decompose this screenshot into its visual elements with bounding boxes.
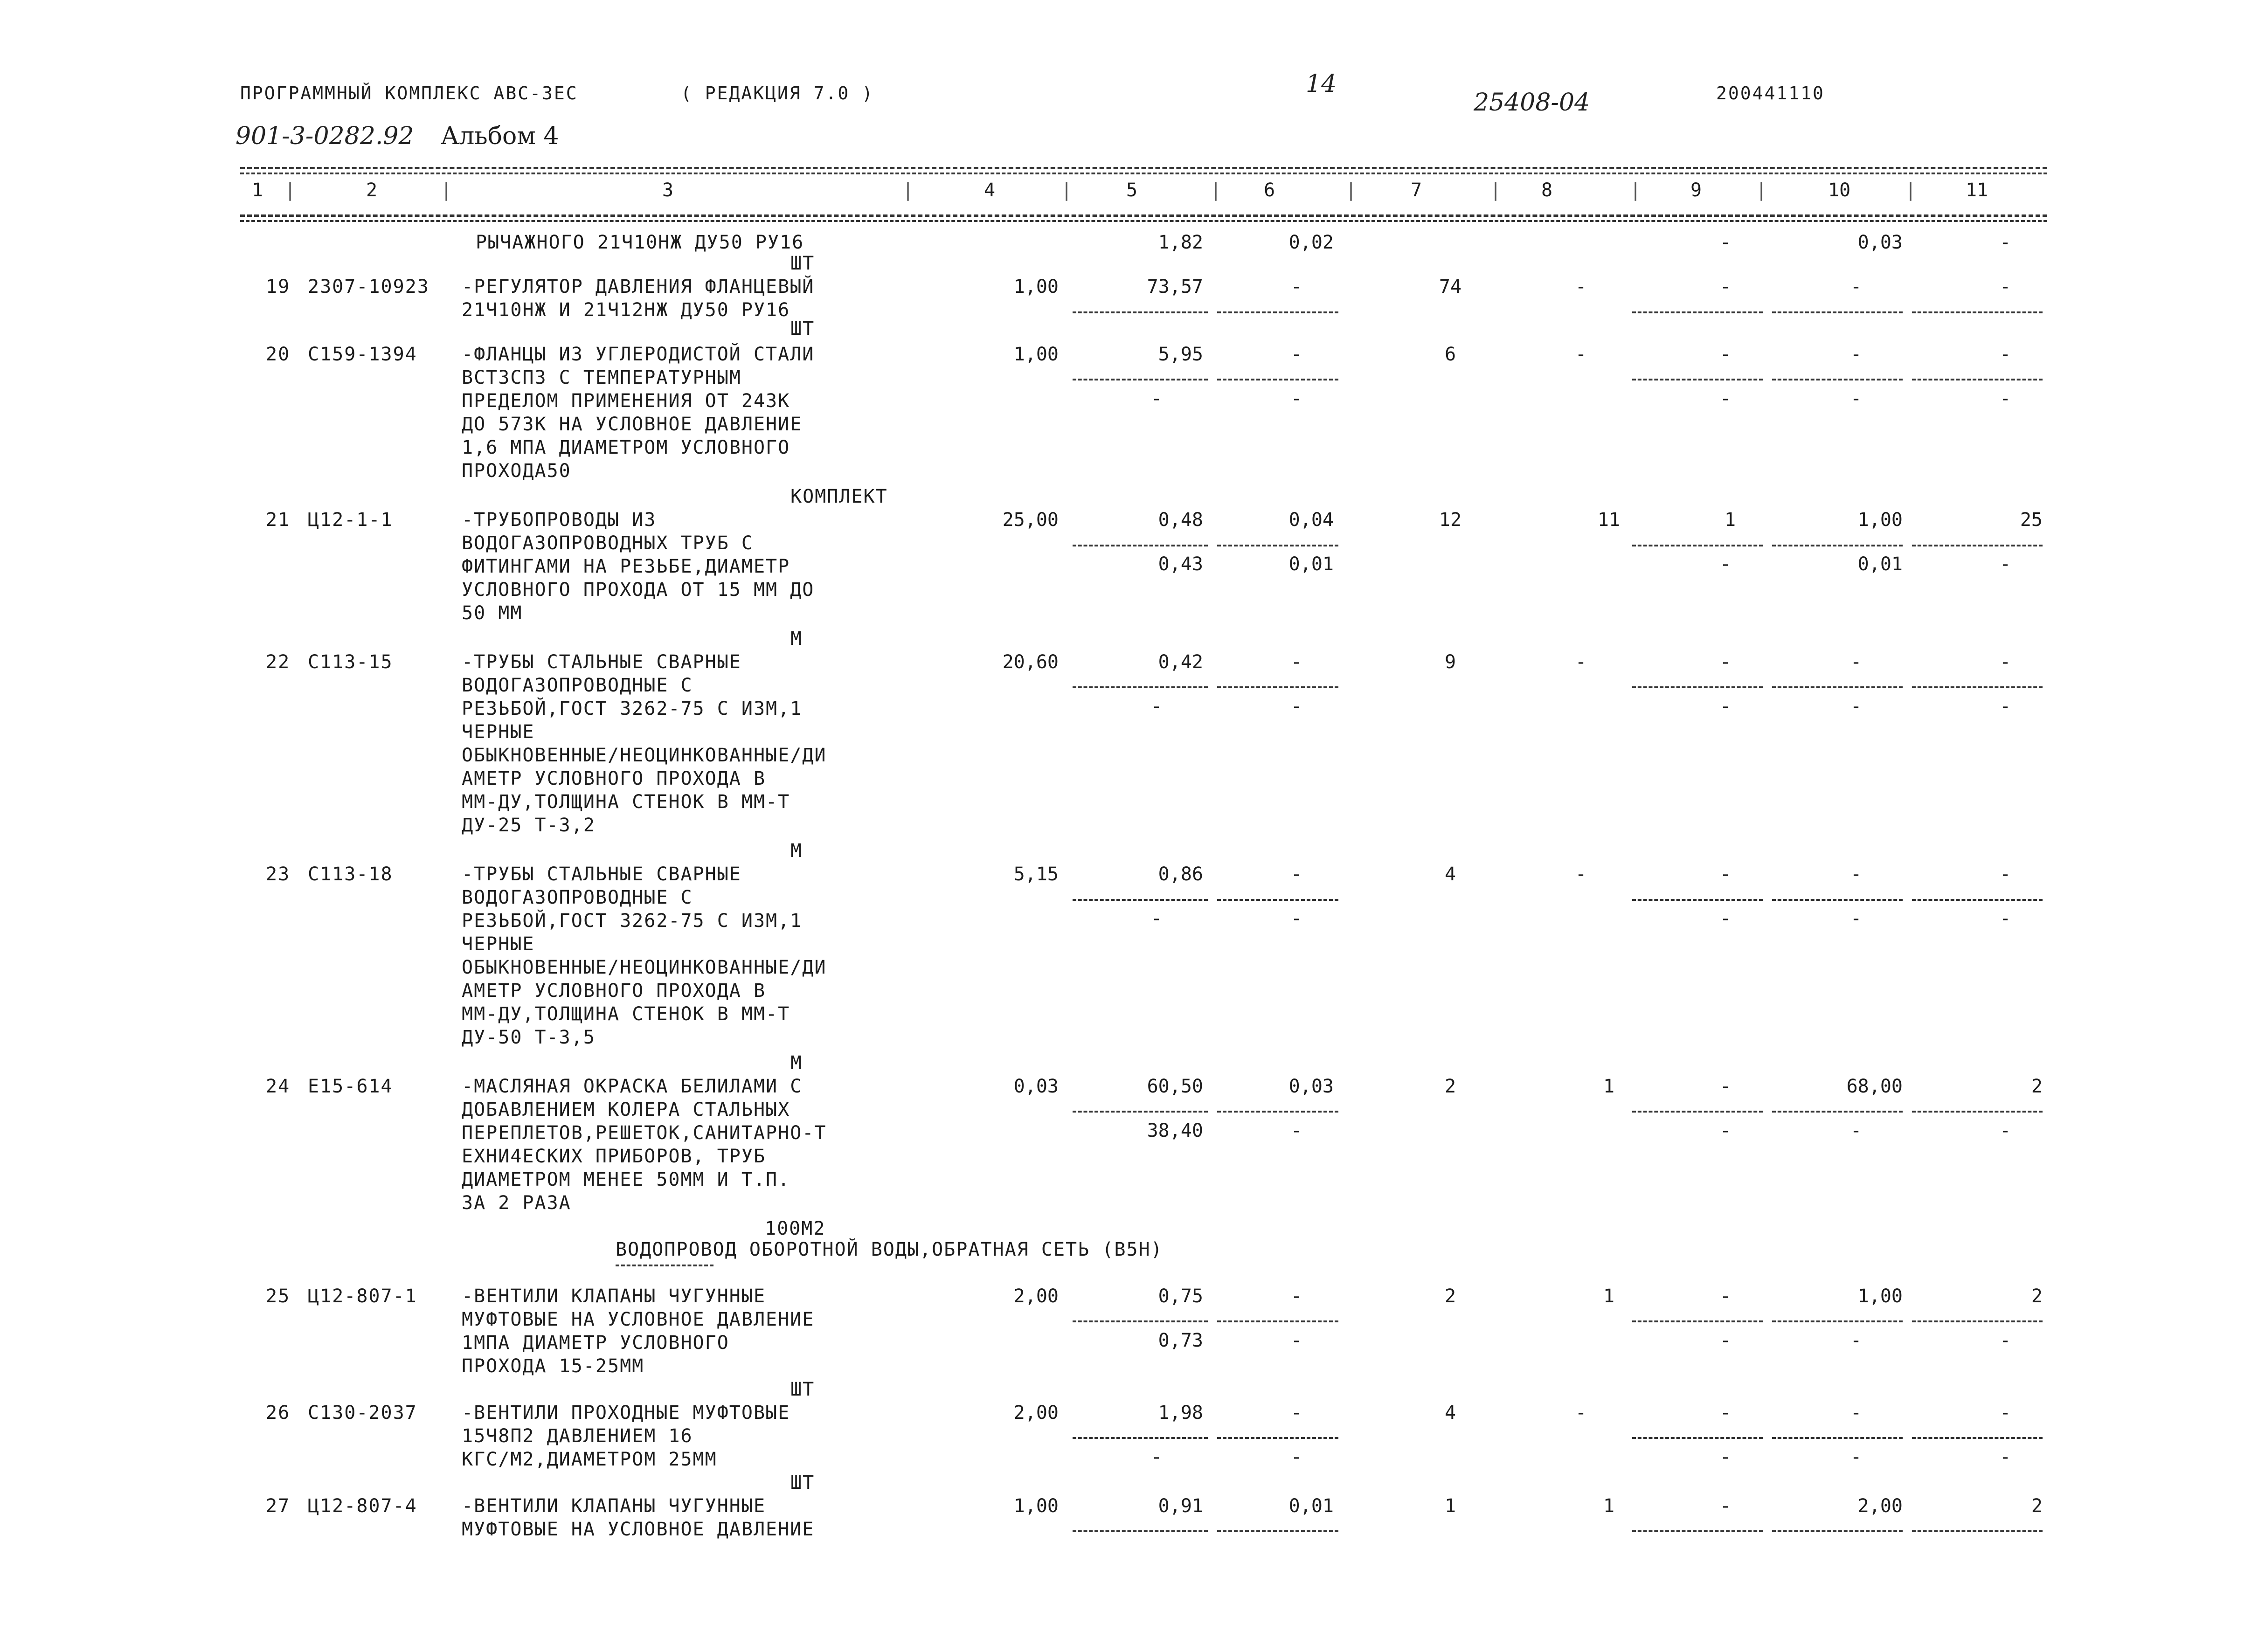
- row-24-col8: 1: [1603, 1076, 1615, 1097]
- document-code: 200441110: [1716, 83, 1825, 104]
- row-23-col6b: -: [1290, 908, 1302, 929]
- row-0-col10: 0,03: [1857, 232, 1903, 253]
- row-26-col9b: -: [1719, 1446, 1732, 1468]
- row-27-col5: 0,91: [1158, 1495, 1203, 1517]
- row-25-col11: 2: [2031, 1286, 2043, 1307]
- row-26-col8: -: [1575, 1402, 1587, 1424]
- row-25-col6b: -: [1290, 1330, 1302, 1351]
- row-26-col9: -: [1719, 1402, 1732, 1424]
- row-27-col7: 1: [1444, 1495, 1456, 1517]
- row-23-col10: -: [1850, 864, 1862, 885]
- row-21-num: 21: [266, 509, 291, 531]
- row-24-qty: 0,03: [1013, 1076, 1059, 1097]
- row-24-col11: 2: [2031, 1076, 2043, 1097]
- row-23-col9: -: [1719, 864, 1732, 885]
- column-11: 11: [1966, 180, 1988, 201]
- row-23-col5: 0,86: [1158, 864, 1203, 885]
- row-22-col11b: -: [1999, 696, 2011, 717]
- row-0-desc: РЫЧАЖНОГО 21Ч10НЖ ДУ50 РУ16: [476, 232, 804, 253]
- row-26-col10b: -: [1850, 1446, 1862, 1468]
- row-21-col5b: 0,43: [1158, 553, 1203, 575]
- row-22-col5b: -: [1150, 696, 1163, 717]
- row-20-col7: 6: [1444, 344, 1456, 365]
- row-26-col10: -: [1850, 1402, 1862, 1424]
- column-3: 3: [662, 180, 674, 201]
- row-19-col5: 73,57: [1147, 276, 1203, 297]
- row-23-unit: М: [790, 1052, 803, 1074]
- header-rule-top: [240, 167, 2047, 169]
- project-number: 901-3-0282.92: [235, 122, 414, 150]
- row-25-unit: ШТ: [790, 1379, 815, 1400]
- row-19-col7: 74: [1439, 276, 1462, 297]
- row-23-qty: 5,15: [1013, 864, 1059, 885]
- row-20-col9: -: [1719, 344, 1732, 365]
- row-24-col6: 0,03: [1288, 1076, 1334, 1097]
- row-23-num: 23: [266, 864, 291, 885]
- row-25-desc: -ВЕНТИЛИ КЛАПАНЫ ЧУГУННЫЕ МУФТОВЫЕ НА УСЛОВНОЕ ДАВЛЕНИЕ 1МПА ДИАМЕТР УСЛОВНОГО ПРОХОДА 15-25ММ: [462, 1286, 815, 1377]
- row-24-col7: 2: [1444, 1076, 1456, 1097]
- row-26-col7: 4: [1444, 1402, 1456, 1424]
- row-20-qty: 1,00: [1013, 344, 1059, 365]
- row-23-col11: -: [1999, 864, 2011, 885]
- row-25-col11b: -: [1999, 1330, 2011, 1351]
- row-21-col6b: 0,01: [1288, 553, 1334, 575]
- row-23-col5b: -: [1150, 908, 1163, 929]
- column-7: 7: [1411, 180, 1422, 201]
- column-9: 9: [1690, 180, 1702, 201]
- row-20-col5b: -: [1150, 388, 1163, 409]
- row-27-col9: -: [1719, 1495, 1732, 1517]
- row-20-desc: -ФЛАНЦЫ ИЗ УГЛЕРОДИСТОЙ СТАЛИ ВСТ3СП3 С ТЕМПЕРАТУРНЫМ ПРЕДЕЛОМ ПРИМЕНЕНИЯ ОТ 243К ДО 573К НА УСЛОВНОЕ ДАВЛЕНИЕ 1,6 МПА ДИАМЕТРОМ УСЛОВНОГО ПРОХОДА50: [462, 344, 815, 482]
- row-20-col10: -: [1850, 344, 1862, 365]
- row-26-num: 26: [266, 1402, 291, 1424]
- row-26-col6: -: [1290, 1402, 1302, 1424]
- column-2: 2: [366, 180, 378, 201]
- row-20-unit: КОМПЛЕКТ: [790, 486, 888, 507]
- row-21-desc: -ТРУБОПРОВОДЫ ИЗ ВОДОГАЗОПРОВОДНЫХ ТРУБ С ФИТИНГАМИ НА РЕЗЬБЕ,ДИАМЕТР УСЛОВНОГО ПРОХОДА ОТ 15 ММ ДО 50 ММ: [462, 509, 815, 624]
- row-20-code: С159-1394: [308, 344, 417, 365]
- row-27-desc: -ВЕНТИЛИ КЛАПАНЫ ЧУГУННЫЕ МУФТОВЫЕ НА УСЛОВНОЕ ДАВЛЕНИЕ: [462, 1495, 815, 1540]
- row-21-col9: 1: [1724, 509, 1736, 531]
- row-20-col5: 5,95: [1158, 344, 1203, 365]
- row-22-num: 22: [266, 651, 291, 673]
- row-27-num: 27: [266, 1495, 291, 1517]
- column-numbers-row: 1 2 3 4 5 6 7 8 9 10 11 | | | | | | | | | |: [252, 180, 1988, 201]
- row-27-col11: 2: [2031, 1495, 2043, 1517]
- row-26-qty: 2,00: [1013, 1402, 1059, 1424]
- row-21-unit: М: [790, 628, 803, 650]
- row-20-num: 20: [266, 344, 291, 365]
- header-rule-top-2: [240, 173, 2047, 174]
- row-0-col5: 1,82: [1158, 232, 1203, 253]
- section-underline: [616, 1265, 713, 1266]
- row-22-col10: -: [1850, 651, 1862, 673]
- row-22-col9b: -: [1719, 696, 1732, 717]
- row-24-unit: 100М2: [765, 1218, 826, 1239]
- header-rule-bottom-2: [240, 220, 2047, 222]
- row-24-col6b: -: [1290, 1120, 1302, 1141]
- row-20-col6b: -: [1290, 388, 1302, 409]
- row-24-desc: -МАСЛЯНАЯ ОКРАСКА БЕЛИЛАМИ С ДОБАВЛЕНИЕМ КОЛЕРА СТАЛЬНЫХ ПЕРЕПЛЕТОВ,РЕШЕТОК,САНИТАРНО-Т ЕХНИ4ЕСКИХ ПРИБОРОВ, ТРУБ ДИАМЕТРОМ МЕНЕЕ 50ММ И Т.П. ЗА 2 РАЗА: [462, 1076, 827, 1214]
- row-25-col5: 0,75: [1158, 1286, 1203, 1307]
- row-23-col8: -: [1575, 864, 1587, 885]
- row-19-num: 19: [266, 276, 291, 297]
- row-26-col6b: -: [1290, 1446, 1302, 1468]
- row-26-col11: -: [1999, 1402, 2011, 1424]
- row-23-col6: -: [1290, 864, 1302, 885]
- row-0-col9: -: [1719, 232, 1732, 253]
- row-21-col10b: 0,01: [1857, 553, 1903, 575]
- row-26-unit: ШТ: [790, 1472, 815, 1493]
- row-23-desc: -ТРУБЫ СТАЛЬНЫЕ СВАРНЫЕ ВОДОГАЗОПРОВОДНЫЕ С РЕЗЬБОЙ,ГОСТ 3262-75 С ИЗМ,1 ЧЕРНЫЕ ОБЫКНОВЕННЫЕ/НЕОЦИНКОВАННЫЕ/ДИ АМЕТР УСЛОВНОГО ПРОХОДА В ММ-ДУ,ТОЛЩИНА СТЕНОК В ММ-Т ДУ-50 Т-3,5: [462, 864, 827, 1048]
- row-24-col9b: -: [1719, 1120, 1732, 1141]
- row-21-col5: 0,48: [1158, 509, 1203, 531]
- row-22-desc: -ТРУБЫ СТАЛЬНЫЕ СВАРНЫЕ ВОДОГАЗОПРОВОДНЫЕ С РЕЗЬБОЙ,ГОСТ 3262-75 С ИЗМ,1 ЧЕРНЫЕ ОБЫКНОВЕННЫЕ/НЕОЦИНКОВАННЫЕ/ДИ АМЕТР УСЛОВНОГО ПРОХОДА В ММ-ДУ,ТОЛЩИНА СТЕНОК В ММ-Т ДУ-25 Т-3,2: [462, 651, 827, 836]
- row-22-col7: 9: [1444, 651, 1456, 673]
- column-8: 8: [1541, 180, 1553, 201]
- row-27-col6: 0,01: [1288, 1495, 1334, 1517]
- row-24-col5b: 38,40: [1147, 1120, 1203, 1141]
- row-25-col5b: 0,73: [1158, 1330, 1203, 1351]
- row-24-col5: 60,50: [1147, 1076, 1203, 1097]
- row-19-col9: -: [1719, 276, 1732, 297]
- row-19-desc: -РЕГУЛЯТОР ДАВЛЕНИЯ ФЛАНЦЕВЫЙ 21Ч10НЖ И 21Ч12НЖ ДУ50 РУ16: [462, 276, 815, 321]
- row-22-unit: М: [790, 840, 803, 862]
- row-22-col5: 0,42: [1158, 651, 1203, 673]
- column-1: 1: [252, 180, 263, 201]
- row-19-code: 2307-10923: [308, 276, 429, 297]
- document-number: 25408-04: [1474, 89, 1590, 117]
- row-19-col11: -: [1999, 276, 2011, 297]
- row-22-code: С113-15: [308, 651, 393, 673]
- page-number: 14: [1306, 70, 1337, 98]
- row-27-qty: 1,00: [1013, 1495, 1059, 1517]
- row-24-code: Е15-614: [308, 1076, 393, 1097]
- row-25-qty: 2,00: [1013, 1286, 1059, 1307]
- row-25-num: 25: [266, 1286, 291, 1307]
- row-23-col9b: -: [1719, 908, 1732, 929]
- row-21-col6: 0,04: [1288, 509, 1334, 531]
- row-21-col10: 1,00: [1857, 509, 1903, 531]
- column-10: 10: [1828, 180, 1851, 201]
- row-0-col11: -: [1999, 232, 2011, 253]
- row-22-col10b: -: [1850, 696, 1862, 717]
- row-20-col9b: -: [1719, 388, 1732, 409]
- row-25-col6: -: [1290, 1286, 1302, 1307]
- row-27-code: Ц12-807-4: [308, 1495, 417, 1517]
- row-26-col5: 1,98: [1158, 1402, 1203, 1424]
- row-20-col11b: -: [1999, 388, 2011, 409]
- row-22-col6b: -: [1290, 696, 1302, 717]
- row-23-col10b: -: [1850, 908, 1862, 929]
- row-0-unit: ШТ: [790, 253, 815, 274]
- row-21-col7: 12: [1439, 509, 1462, 531]
- row-25-code: Ц12-807-1: [308, 1286, 417, 1307]
- column-5: 5: [1126, 180, 1138, 201]
- row-25-col10b: -: [1850, 1330, 1862, 1351]
- row-21-col11: 25: [2020, 509, 2043, 531]
- row-21-code: Ц12-1-1: [308, 509, 393, 531]
- row-21-col9b: -: [1719, 553, 1732, 575]
- row-19-col6: -: [1290, 276, 1302, 297]
- row-22-qty: 20,60: [1002, 651, 1059, 673]
- row-23-code: С113-18: [308, 864, 393, 885]
- row-19-col8: -: [1575, 276, 1587, 297]
- row-26-col11b: -: [1999, 1446, 2011, 1468]
- program-title: ПРОГРАММНЫЙ КОМПЛЕКС АВС-3ЕС: [240, 83, 578, 104]
- album-label: Альбом 4: [441, 122, 559, 150]
- row-25-col10: 1,00: [1857, 1286, 1903, 1307]
- section-heading: ВОДОПРОВОД ОБОРОТНОЙ ВОДЫ,ОБРАТНАЯ СЕТЬ (В5Н): [616, 1239, 1163, 1260]
- row-24-col10b: -: [1850, 1120, 1862, 1141]
- row-25-col9: -: [1719, 1286, 1732, 1307]
- row-26-col5b: -: [1150, 1446, 1163, 1468]
- row-22-col6: -: [1290, 651, 1302, 673]
- row-27-col8: 1: [1603, 1495, 1615, 1517]
- row-23-col11b: -: [1999, 908, 2011, 929]
- row-20-col8: -: [1575, 344, 1587, 365]
- row-21-col11b: -: [1999, 553, 2011, 575]
- row-22-col8: -: [1575, 651, 1587, 673]
- row-24-col9: -: [1719, 1076, 1732, 1097]
- row-0-col6: 0,02: [1288, 232, 1334, 253]
- row-22-col11: -: [1999, 651, 2011, 673]
- row-26-desc: -ВЕНТИЛИ ПРОХОДНЫЕ МУФТОВЫЕ 15Ч8П2 ДАВЛЕНИЕМ 16 КГС/М2,ДИАМЕТРОМ 25ММ: [462, 1402, 790, 1470]
- row-19-qty: 1,00: [1013, 276, 1059, 297]
- header-rule-bottom: [240, 214, 2047, 217]
- edition-label: ( РЕДАКЦИЯ 7.0 ): [681, 83, 874, 104]
- row-21-qty: 25,00: [1002, 509, 1059, 531]
- row-25-col9b: -: [1719, 1330, 1732, 1351]
- row-21-col8: 11: [1597, 509, 1621, 531]
- column-6: 6: [1264, 180, 1275, 201]
- row-19-unit: ШТ: [790, 318, 815, 339]
- row-19-col10: -: [1850, 276, 1862, 297]
- row-20-col6: -: [1290, 344, 1302, 365]
- row-24-num: 24: [266, 1076, 291, 1097]
- row-25-col8: 1: [1603, 1286, 1615, 1307]
- row-24-col10: 68,00: [1846, 1076, 1903, 1097]
- row-20-col10b: -: [1850, 388, 1862, 409]
- row-22-col9: -: [1719, 651, 1732, 673]
- row-27-col10: 2,00: [1857, 1495, 1903, 1517]
- row-25-col7: 2: [1444, 1286, 1456, 1307]
- row-24-col11b: -: [1999, 1120, 2011, 1141]
- row-23-col7: 4: [1444, 864, 1456, 885]
- row-20-col11: -: [1999, 344, 2011, 365]
- column-4: 4: [984, 180, 996, 201]
- row-26-code: С130-2037: [308, 1402, 417, 1424]
